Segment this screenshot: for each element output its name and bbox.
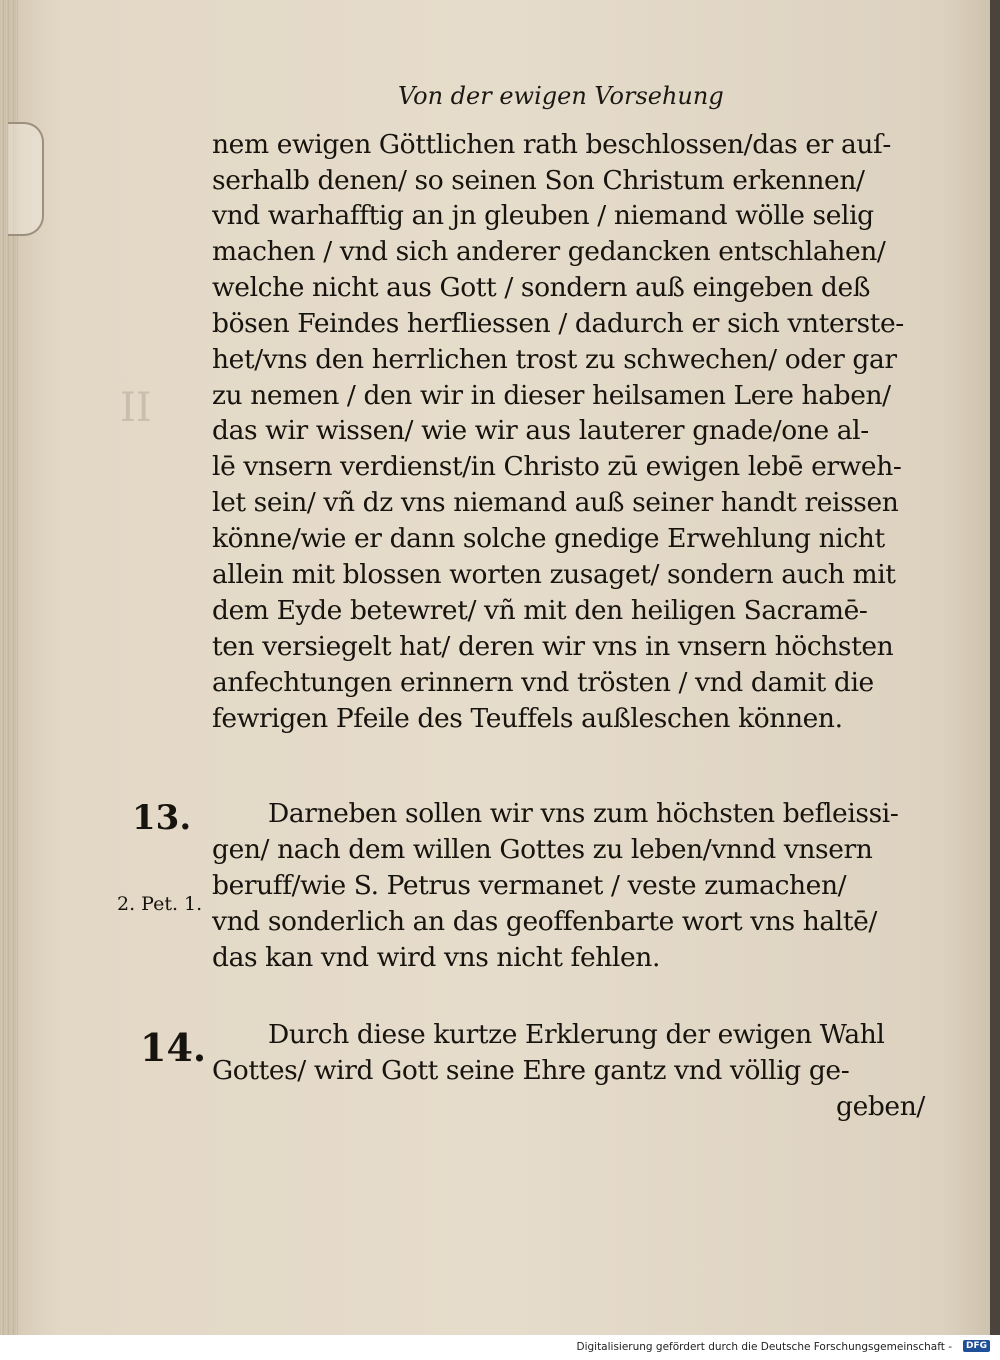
text-line: fewrigen Pfeile des Teuffels außleschen können. bbox=[212, 703, 843, 734]
text-line: Gottes/ wird Gott seine Ehre gantz vnd völlig ge- bbox=[212, 1055, 850, 1086]
text-line: zu nemen / den wir in dieser heilsamen Lere haben/ bbox=[212, 380, 891, 411]
text-line: Durch diese kurtze Erklerung der ewigen Wahl bbox=[268, 1019, 885, 1050]
text-line: gen/ nach dem willen Gottes zu leben/vnnd vnsern bbox=[212, 834, 873, 865]
paragraph-number-13: 13. bbox=[132, 798, 192, 838]
text-line: bösen Feindes herfliessen / dadurch er sich vnterste- bbox=[212, 308, 904, 339]
text-line: allein mit blossen worten zusaget/ sondern auch mit bbox=[212, 559, 896, 590]
text-line: vnd sonderlich an das geoffenbarte wort vns haltē/ bbox=[212, 906, 877, 937]
text-line: ten versiegelt hat/ deren wir vns in vnsern höchsten bbox=[212, 631, 894, 662]
text-line: let sein/ vñ dz vns niemand auß seiner handt reissen bbox=[212, 487, 899, 518]
text-line: dem Eyde betewret/ vñ mit den heiligen Sacramē- bbox=[212, 595, 868, 626]
bleed-through-mark: II bbox=[120, 385, 152, 431]
text-line: Darneben sollen wir vns zum höchsten befleissi- bbox=[268, 798, 899, 829]
marginal-note-2pet: 2. Pet. 1. bbox=[117, 893, 203, 915]
text-line: serhalb denen/ so seinen Son Christum erkennen/ bbox=[212, 165, 865, 196]
text-line: nem ewigen Göttlichen rath beschlossen/das er auſ- bbox=[212, 129, 891, 160]
text-line: anfechtungen erinnern vnd trösten / vnd damit die bbox=[212, 667, 874, 698]
text-line: das wir wissen/ wie wir aus lauterer gnade/one al- bbox=[212, 415, 869, 446]
running-header: Von der ewigen Vorsehung bbox=[398, 82, 724, 110]
text-line: vnd warhafftig an jn gleuben / niemand wölle selig bbox=[212, 200, 874, 231]
paragraph-number-14: 14. bbox=[140, 1025, 207, 1070]
text-line: welche nicht aus Gott / sondern auß eingeben deß bbox=[212, 272, 871, 303]
text-line: beruff/wie S. Petrus vermanet / veste zumachen/ bbox=[212, 870, 847, 901]
text-line: könne/wie er dann solche gnedige Erwehlung nicht bbox=[212, 523, 885, 554]
text-line: geben/ bbox=[836, 1091, 925, 1122]
text-line: lē vnsern verdienst/in Christo zū ewigen lebē erweh- bbox=[212, 451, 902, 482]
text-line: machen / vnd sich anderer gedancken entschlahen/ bbox=[212, 236, 886, 267]
text-line: het/vns den herrlichen trost zu schwechen/ oder gar bbox=[212, 344, 897, 375]
page-clip bbox=[8, 122, 44, 236]
text-line: das kan vnd wird vns nicht fehlen. bbox=[212, 942, 660, 973]
footer-credit: Digitalisierung gefördert durch die Deutsche Forschungsgemeinschaft - bbox=[576, 1341, 952, 1353]
dfg-logo: DFG bbox=[963, 1340, 990, 1352]
